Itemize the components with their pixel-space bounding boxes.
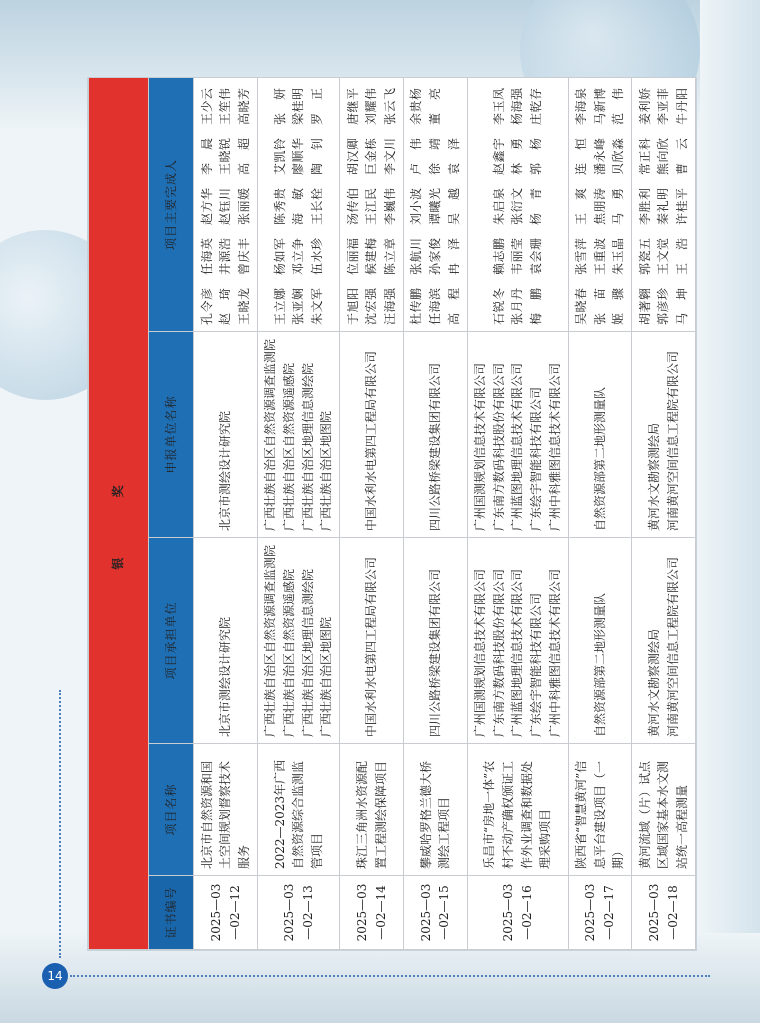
people-names-line: 梅 鹏 袁会珊 杨 青 郭 杨 庄乾存: [528, 87, 543, 325]
col-header-undertaker: 项目承担单位: [148, 538, 194, 744]
cert-number-cell: 2025—03—02—17: [568, 876, 632, 950]
organization-name: 广州国测规划信息技术有限公司: [473, 568, 488, 737]
people-names-line: 王晓龙 曾庆丰 张丽媛 高 超 高晓芳: [236, 87, 251, 325]
people-names-line: 马 坤 王 浩 许桂平 曹 云 牛丹阳: [674, 87, 689, 325]
people-cell: [194, 77, 258, 331]
people-cell: [568, 77, 632, 331]
organization-name: 北京市测绘设计研究院: [218, 410, 233, 531]
organization-name: 广东南方数码科技股份有限公司: [491, 568, 506, 737]
organization-name: 中国水利水电第四工程局有限公司: [364, 350, 379, 531]
organization-name: 自然资源部第二地形测量队: [592, 592, 607, 737]
cert-number-cell: 2025—03—02—14: [340, 876, 404, 950]
people-names-line: 石锐冬 赖志鹏 朱启泉 赵鑫宇 李玉凤: [491, 87, 506, 325]
col-header-people: 项目主要完成人: [148, 77, 194, 331]
people-names-line: 吴晓春 张雪萍 王 爽 连 恒 李海泉: [574, 87, 589, 325]
people-names-line: 张亚娴 邓立争 海 敏 廖顺华 梁桂明: [291, 87, 306, 325]
people-names-line: 王立娜 杨如军 陈秀贵 艾凯铃 张 妍: [272, 87, 287, 325]
table-row: [568, 77, 632, 949]
organization-name: 四川公路桥梁建设集团有限公司: [427, 362, 442, 531]
organization-name: 四川公路桥梁建设集团有限公司: [427, 568, 442, 737]
people-cell: [403, 77, 467, 331]
project-name-cell: 2022—2023年广西自然资源综合监测监管项目: [257, 744, 339, 876]
project-name-cell: 攀威哈罗格兰德大桥测绘工程项目: [403, 744, 467, 876]
applicant-cell: [257, 332, 339, 538]
organization-name: 黄河水文勘察测绘局: [647, 422, 662, 531]
organization-name: 广西壮族自治区地图院: [319, 616, 334, 737]
project-name-cell: 黄河流域（片）试点区域国家基本水文测站统一高程测量: [632, 744, 696, 876]
dotted-guide-vertical: [59, 690, 61, 958]
award-level-title: 银 奖: [89, 77, 149, 949]
cert-number-cell: 2025—03—02—16: [467, 876, 568, 950]
cert-number-cell: 2025—03—02—12: [194, 876, 258, 950]
cert-number-cell: 2025—03—02—13: [257, 876, 339, 950]
people-cell: [467, 77, 568, 331]
applicant-cell: [194, 332, 258, 538]
organization-name: 广州国测规划信息技术有限公司: [473, 362, 488, 531]
undertaker-cell: [194, 538, 258, 744]
organization-name: 广州中科雅图信息技术有限公司: [547, 362, 562, 531]
organization-name: 中国水利水电第四工程局有限公司: [364, 556, 379, 737]
organization-name: 广西壮族自治区地理信息测绘院: [300, 568, 315, 737]
applicant-cell: [568, 332, 632, 538]
people-names-line: 任海滨 孙家俊 谭曦光 徐 靖 董 亮: [427, 87, 442, 325]
undertaker-cell: [568, 538, 632, 744]
undertaker-cell: [467, 538, 568, 744]
award-table: [88, 77, 696, 950]
organization-name: 自然资源部第二地形测量队: [592, 386, 607, 531]
people-names-line: 于旭阳 位丽福 汤传伯 胡汉卿 唐继平: [345, 87, 360, 325]
applicant-cell: [340, 332, 404, 538]
table-row: [632, 77, 696, 949]
people-names-line: 沈宏强 候建梅 王江民 巨金栋 刘耀伟: [364, 87, 379, 325]
organization-name: 广州蓝图地理信息技术有限公司: [510, 362, 525, 531]
applicant-cell: [632, 332, 696, 538]
organization-name: 广西壮族自治区自然资源调查监测院: [263, 544, 278, 737]
award-table-panel: [88, 78, 696, 950]
organization-name: 广西壮族自治区自然资源调查监测院: [263, 338, 278, 531]
table-row: [403, 77, 467, 949]
cert-number-cell: 2025—03—02—15: [403, 876, 467, 950]
undertaker-cell: [257, 538, 339, 744]
people-names-line: 朱文军 伍水珍 王长栓 陶 钊 罗 正: [309, 87, 324, 325]
people-names-line: 张 苗 王重波 焦朋涛 潘永峰 马新博: [592, 87, 607, 325]
cert-number-cell: 2025—03—02—18: [632, 876, 696, 950]
organization-name: 河南黄河空间信息工程院有限公司: [665, 350, 680, 531]
people-names-line: 姬 骤 朱玉晶 马 勇 贝欣淼 范 伟: [611, 87, 626, 325]
organization-name: 河南黄河空间信息工程院有限公司: [665, 556, 680, 737]
table-row: [467, 77, 568, 949]
people-names-line: 郭彦珍 王文觉 秦礼明 熊向欣 李亚菲: [656, 87, 671, 325]
side-decoration: [700, 0, 760, 1023]
project-name-cell: 乐昌市“房地一体”农村不动产确权颁证工作外业调查和数据处理采购项目: [467, 744, 568, 876]
project-name-cell: 北京市自然资源和国土空间规划督察技术服务: [194, 744, 258, 876]
undertaker-cell: [403, 538, 467, 744]
col-header-applicant: 申报单位名称: [148, 332, 194, 538]
organization-name: 广州蓝图地理信息技术有限公司: [510, 568, 525, 737]
organization-name: 广西壮族自治区地图院: [319, 410, 334, 531]
col-header-project-name: 项目名称: [148, 744, 194, 876]
people-names-line: 汪海强 陈立章 李巍伟 李文川 张云飞: [382, 87, 397, 325]
people-cell: [632, 77, 696, 331]
organization-name: 北京市测绘设计研究院: [218, 616, 233, 737]
organization-name: 广西壮族自治区地理信息测绘院: [300, 362, 315, 531]
table-row: [257, 77, 339, 949]
table-row: [194, 77, 258, 949]
applicant-cell: [467, 332, 568, 538]
table-row: [340, 77, 404, 949]
organization-name: 广州中科雅图信息技术有限公司: [547, 568, 562, 737]
page-number: 14: [42, 963, 68, 989]
people-names-line: 高 程 冉 泽 吴 越 袁 泽: [446, 137, 461, 325]
organization-name: 黄河水文勘察测绘局: [647, 628, 662, 737]
organization-name: 广东绘宇智能科技有限公司: [528, 592, 543, 737]
organization-name: 广西壮族自治区自然资源遥感院: [282, 568, 297, 737]
organization-name: 广东南方数码科技股份有限公司: [491, 362, 506, 531]
people-names-line: 杜传鹏 张航川 刘小波 卢 伟 余贵杨: [409, 87, 424, 325]
col-header-cert-no: 证书编号: [148, 876, 194, 950]
dotted-guide-horizontal: [70, 975, 710, 977]
people-names-line: 胡著翱 郭瓷五 李胜利 常正科 姜利娇: [637, 87, 652, 325]
people-names-line: 孔令彦 任海英 赵方华 李 晨 王少云: [199, 87, 214, 325]
applicant-cell: [403, 332, 467, 538]
people-cell: [340, 77, 404, 331]
organization-name: 广西壮族自治区自然资源遥感院: [282, 362, 297, 531]
people-cell: [257, 77, 339, 331]
undertaker-cell: [340, 538, 404, 744]
table-body: [194, 77, 696, 949]
people-names-line: 赵 琦 井源浩 赵钰川 王晓锐 王笙伟: [218, 87, 233, 325]
people-names-line: 张月丹 韦丽莹 张衍文 林 勇 杨海强: [510, 87, 525, 325]
undertaker-cell: [632, 538, 696, 744]
project-name-cell: 珠江三角洲水资源配置工程测绘保障项目: [340, 744, 404, 876]
organization-name: 广东绘宇智能科技有限公司: [528, 386, 543, 531]
project-name-cell: 陕西省“智慧黄河”信息平台建设项目（一期）: [568, 744, 632, 876]
